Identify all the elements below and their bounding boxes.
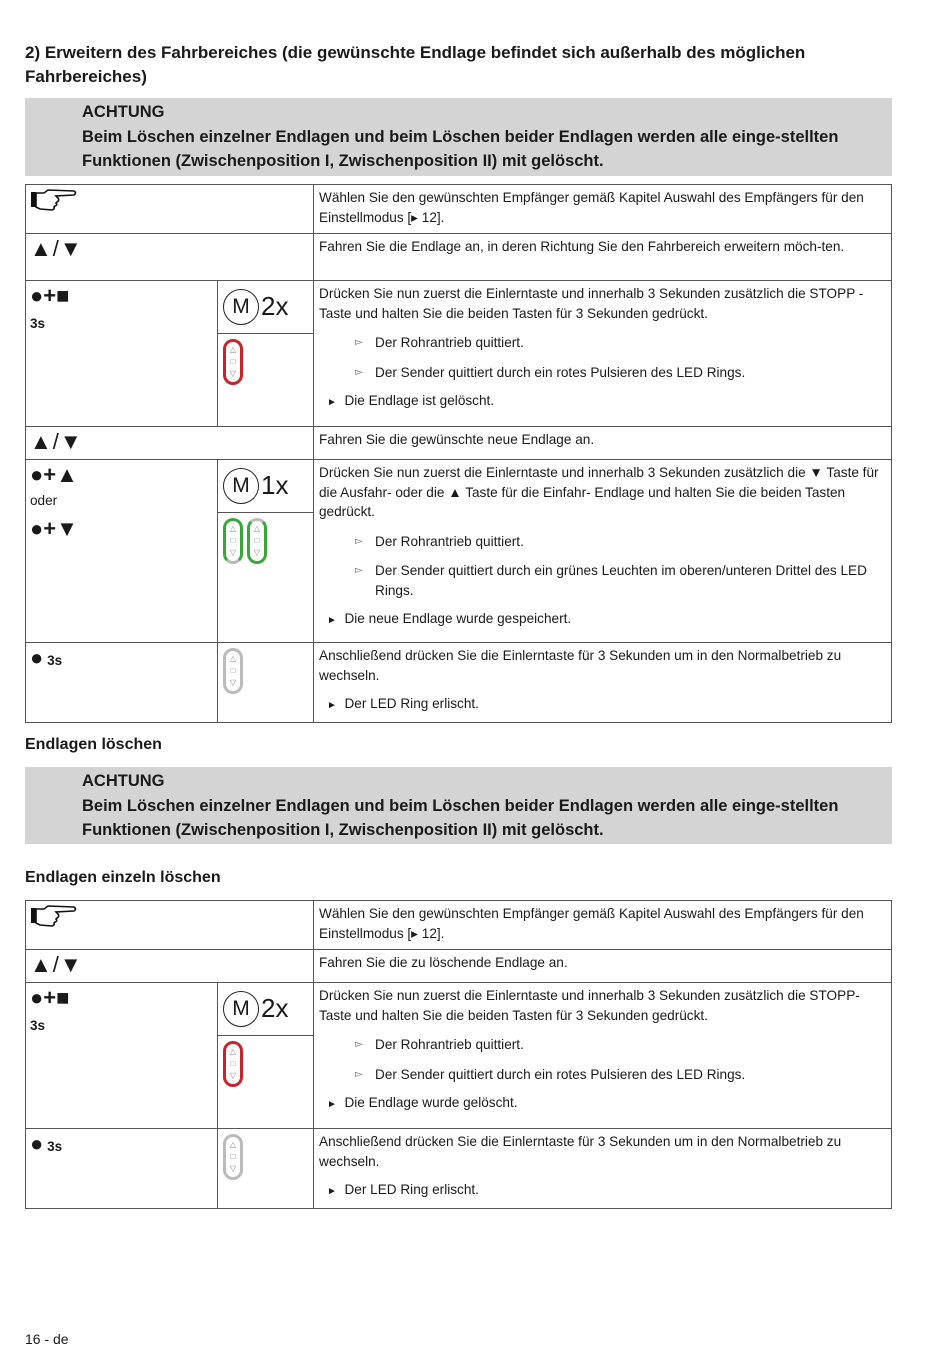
result-item: ▻ Der Rohrantrieb quittiert. [355,1037,524,1052]
motor-feedback [218,460,313,513]
step-text: Anschließend drücken Sie die Einlerntaste für 3 Sekunden um in den Normalbetrieb zu wechseln. [319,648,842,683]
warning-box [25,98,892,176]
final-result: ► Der LED Ring erlischt. [327,696,479,711]
table-row [26,1129,892,1209]
warning-title: ACHTUNG [82,772,165,790]
table-row [26,185,892,234]
step-text: Drücken Sie nun zuerst die Einlerntaste und innerhalb 3 Sekunden zusätzlich die STOPP-Taste und halten Sie die beiden Tasten für 3 Sekunden gedrückt. [319,988,860,1023]
hand-pointer-icon [30,188,78,212]
remote-led-green-bottom-icon: △ □ ▽ [247,518,267,564]
result-item: ▻ Der Sender quittiert durch ein rotes Pulsieren des LED Rings. [355,364,746,380]
final-result: ► Die neue Endlage wurde gespeichert. [327,611,572,626]
remote-led-off-icon: △ □ ▽ [223,1134,243,1180]
table-row [26,950,892,983]
warning-box [25,767,892,844]
duration-label: 3s [47,653,63,668]
learn-plus-down-icon: ●+▼ [30,515,78,541]
section-heading: Endlagen löschen [25,736,162,753]
table-row [26,427,892,460]
motor-feedback [218,983,313,1036]
duration-label: 3s [30,316,46,331]
step-text: Drücken Sie nun zuerst die Einlerntaste und innerhalb 3 Sekunden zusätzlich die ▼ Taste für die Ausfahr- oder die ▲ Taste für die Einfahr- Endlage und halten Sie die beiden Tasten gedrückt. [319,465,879,519]
motor-count: 1x [261,470,289,501]
table-row [26,901,892,950]
result-item: ▻ Der Sender quittiert durch ein grünes Leuchten im oberen/unteren Drittel des LED Rings. [355,563,867,598]
warning-title: ACHTUNG [82,103,165,121]
steps-table [25,900,892,1209]
up-down-arrows-icon: ▲/▼ [30,429,83,454]
warning-text: Beim Löschen einzelner Endlagen und beim Löschen beider Endlagen werden alle einge-stellten Funktionen (Zwischenposition I, Zwischenposition II) mit gelöscht. [82,127,839,170]
result-item: ▻ Der Rohrantrieb quittiert. [355,335,524,350]
motor-icon: M [223,468,259,504]
or-label: oder [30,493,58,508]
motor-count: 2x [261,993,289,1024]
subsection-heading: Endlagen einzeln löschen [25,869,221,886]
motor-count: 2x [261,291,289,322]
learn-plus-stop-icon: ●+■ [30,283,70,308]
remote-led-red-icon: △ □ ▽ [223,339,243,385]
up-down-arrows-icon: ▲/▼ [30,952,83,977]
final-result: ► Die Endlage wurde gelöscht. [327,1095,518,1110]
final-result: ► Der LED Ring erlischt. [327,1182,479,1197]
remote-led-off-icon: △ □ ▽ [223,648,243,694]
table-row [26,643,892,723]
learn-plus-stop-icon: ●+■ [30,985,70,1010]
table-row [26,281,892,427]
remote-led-green-top-icon: △ □ ▽ [223,518,243,564]
up-down-arrows-icon: ▲/▼ [30,236,83,261]
motor-feedback [218,281,313,334]
step-text: Wählen Sie den gewünschten Empfänger gemäß Kapitel Auswahl des Empfängers für den Einstellmodus [▸ 12]. [314,901,892,950]
section-heading: 2) Erweitern des Fahrbereiches (die gewünschte Endlage befindet sich außerhalb des möglichen Fahrbereiches) [25,43,806,86]
motor-icon: M [223,289,259,325]
learn-plus-up-icon: ●+▲ [30,462,78,487]
steps-table [25,184,892,723]
step-text: Fahren Sie die zu löschende Endlage an. [314,950,892,983]
step-text: Fahren Sie die Endlage an, in deren Richtung Sie den Fahrbereich erweitern möch-ten. [314,234,892,281]
page-number: 16 - de [25,1331,69,1347]
result-item: ▻ Der Sender quittiert durch ein rotes Pulsieren des LED Rings. [355,1066,746,1082]
table-row [26,983,892,1129]
motor-icon: M [223,991,259,1027]
step-text: Fahren Sie die gewünschte neue Endlage an. [314,427,892,460]
result-item: ▻ Der Rohrantrieb quittiert. [355,533,524,549]
table-row [26,460,892,643]
duration-label: 3s [47,1139,63,1154]
warning-text: Beim Löschen einzelner Endlagen und beim Löschen beider Endlagen werden alle einge-stellten Funktionen (Zwischenposition I, Zwischenposition II) mit gelöscht. [82,796,839,839]
step-text: Wählen Sie den gewünschten Empfänger gemäß Kapitel Auswahl des Empfängers für den Einstellmodus [▸ 12]. [314,185,892,234]
remote-led-red-icon: △ □ ▽ [223,1041,243,1087]
step-text: Drücken Sie nun zuerst die Einlerntaste und innerhalb 3 Sekunden zusätzlich die STOPP -Taste und halten Sie die beiden Tasten für 3 Sekunden gedrückt. [319,286,864,321]
step-text: Anschließend drücken Sie die Einlerntaste für 3 Sekunden um in den Normalbetrieb zu wechseln. [319,1134,842,1169]
learn-button-icon: ● [30,1131,44,1156]
final-result: ► Die Endlage ist gelöscht. [327,393,495,408]
hand-pointer-icon [30,904,78,928]
table-row [26,234,892,281]
duration-label: 3s [30,1018,46,1033]
learn-button-icon: ● [30,645,44,670]
